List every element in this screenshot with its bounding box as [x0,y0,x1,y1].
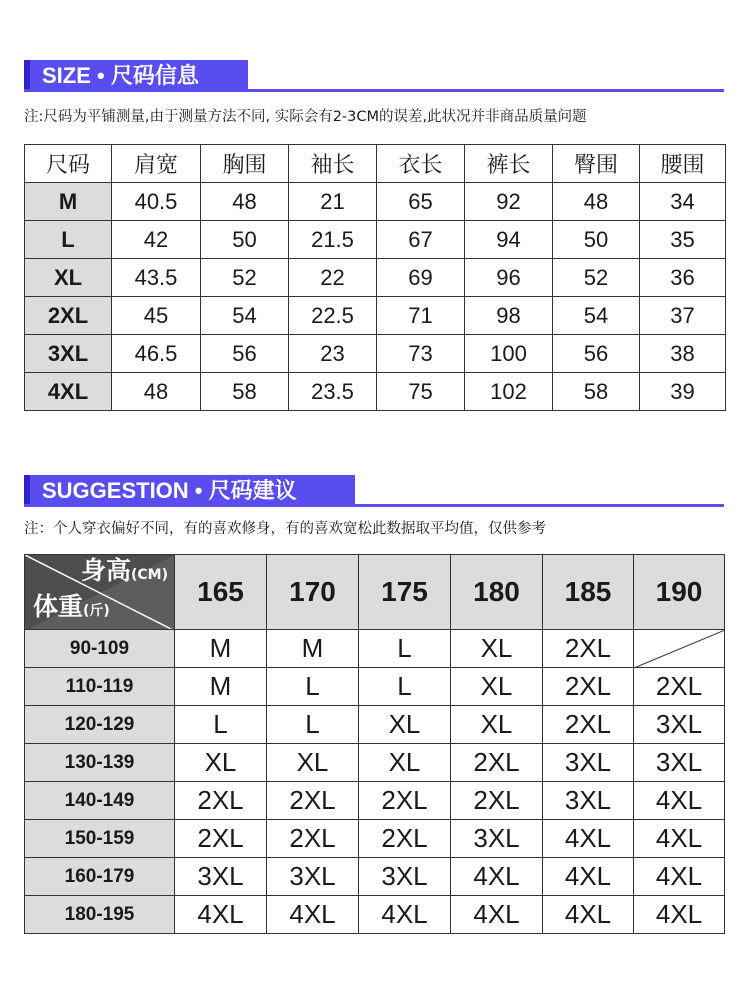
suggested-size-cell: M [175,630,267,668]
suggestion-section-header [24,475,724,507]
suggestion-row [25,744,725,782]
size-table-row [25,259,726,297]
suggested-size-cell: 3XL [451,820,543,858]
suggested-size-cell: 3XL [543,744,634,782]
suggested-size-cell: 4XL [359,896,451,934]
suggested-size-cell: L [359,630,451,668]
size-table-row [25,335,726,373]
size-value-cell: 35 [640,221,726,259]
suggestion-row [25,706,725,744]
suggested-size-cell: 2XL [451,744,543,782]
size-table [24,144,726,411]
height-label: 身高(CM) [80,556,168,585]
suggestion-header-row [25,555,725,630]
suggestion-note: 注：个人穿衣偏好不同，有的喜欢修身，有的喜欢宽松此数据取平均值，仅供参考 [24,521,546,537]
height-header-cell: 175 [359,555,451,630]
suggested-size-cell: 2XL [267,820,359,858]
suggested-size-cell: 2XL [359,820,451,858]
height-header-cell: 185 [543,555,634,630]
weight-range-cell: 110-119 [25,668,175,706]
size-value-cell: 22.5 [289,297,377,335]
suggestion-row [25,630,725,668]
size-header-cell: 尺码 [25,145,112,183]
suggestion-row [25,858,725,896]
weight-range-cell: 180-195 [25,896,175,934]
suggested-size-cell: 3XL [359,858,451,896]
size-value-cell: 71 [377,297,465,335]
suggested-size-cell: M [267,630,359,668]
suggested-size-cell: 4XL [543,896,634,934]
size-value-cell: 67 [377,221,465,259]
size-note: 注:尺码为平铺测量,由于测量方法不同, 实际会有2-3CM的误差,此状况并非商品质量问题 [24,109,587,125]
size-table-row [25,297,726,335]
size-section-header [24,60,724,92]
size-value-cell: 39 [640,373,726,411]
suggested-size-cell: XL [359,744,451,782]
suggested-size-cell: 2XL [543,668,634,706]
size-value-cell: 42 [112,221,201,259]
suggested-size-cell: 2XL [359,782,451,820]
suggestion-row [25,896,725,934]
size-value-cell: 38 [640,335,726,373]
size-value-cell: 98 [465,297,553,335]
suggested-size-cell: L [267,668,359,706]
suggested-size-cell: 2XL [175,820,267,858]
suggestion-table [24,554,725,934]
size-label-cell: 3XL [25,335,112,373]
suggested-size-cell: XL [359,706,451,744]
size-header-cell: 胸围 [201,145,289,183]
size-table-row [25,183,726,221]
size-value-cell: 73 [377,335,465,373]
suggested-size-cell: 2XL [175,782,267,820]
weight-range-cell: 160-179 [25,858,175,896]
size-label-cell: M [25,183,112,221]
size-label-cell: 4XL [25,373,112,411]
suggested-size-cell: 2XL [267,782,359,820]
suggested-size-cell: L [175,706,267,744]
size-value-cell: 100 [465,335,553,373]
size-value-cell: 54 [201,297,289,335]
suggested-size-cell: XL [451,706,543,744]
suggested-size-cell: 2XL [451,782,543,820]
suggested-size-cell: 2XL [634,668,725,706]
suggestion-row [25,820,725,858]
size-section-title: SIZE • 尺码信息 [42,63,199,88]
size-header-cell: 裤长 [465,145,553,183]
size-value-cell: 23.5 [289,373,377,411]
size-value-cell: 45 [112,297,201,335]
size-header-cell: 腰围 [640,145,726,183]
size-value-cell: 34 [640,183,726,221]
size-value-cell: 54 [553,297,640,335]
suggestion-section-title: SUGGESTION • 尺码建议 [42,478,297,503]
size-table-row [25,221,726,259]
size-header-cell: 肩宽 [112,145,201,183]
size-value-cell: 40.5 [112,183,201,221]
size-table-row [25,373,726,411]
size-value-cell: 75 [377,373,465,411]
size-value-cell: 69 [377,259,465,297]
size-value-cell: 94 [465,221,553,259]
size-value-cell: 50 [201,221,289,259]
suggested-size-cell: XL [267,744,359,782]
suggested-size-cell: 4XL [451,858,543,896]
weight-range-cell: 120-129 [25,706,175,744]
suggested-size-cell: 3XL [543,782,634,820]
empty-cell-diagonal [634,630,725,668]
height-header-cell: 190 [634,555,725,630]
suggested-size-cell: 4XL [634,858,725,896]
suggested-size-cell: XL [451,630,543,668]
size-label-cell: XL [25,259,112,297]
size-label-cell: L [25,221,112,259]
size-value-cell: 52 [553,259,640,297]
suggested-size-cell: 3XL [175,858,267,896]
size-value-cell: 102 [465,373,553,411]
weight-range-cell: 150-159 [25,820,175,858]
size-value-cell: 56 [553,335,640,373]
suggestion-row [25,668,725,706]
suggested-size-cell: L [359,668,451,706]
size-value-cell: 43.5 [112,259,201,297]
size-value-cell: 48 [553,183,640,221]
height-header-cell: 180 [451,555,543,630]
size-value-cell: 58 [553,373,640,411]
weight-range-cell: 130-139 [25,744,175,782]
size-value-cell: 48 [201,183,289,221]
size-value-cell: 58 [201,373,289,411]
suggested-size-cell: 2XL [543,630,634,668]
size-value-cell: 21.5 [289,221,377,259]
size-value-cell: 46.5 [112,335,201,373]
suggested-size-cell: L [267,706,359,744]
weight-label: 体重(斤) [33,592,110,621]
size-value-cell: 96 [465,259,553,297]
size-value-cell: 56 [201,335,289,373]
size-header-cell: 臀围 [553,145,640,183]
size-value-cell: 22 [289,259,377,297]
suggested-size-cell: 3XL [267,858,359,896]
suggested-size-cell: 4XL [634,820,725,858]
suggested-size-cell: 4XL [267,896,359,934]
height-header-cell: 165 [175,555,267,630]
suggested-size-cell: 4XL [175,896,267,934]
suggested-size-cell: 4XL [451,896,543,934]
suggested-size-cell: 4XL [543,820,634,858]
size-value-cell: 65 [377,183,465,221]
size-header-cell: 衣长 [377,145,465,183]
size-value-cell: 52 [201,259,289,297]
weight-range-cell: 140-149 [25,782,175,820]
weight-range-cell: 90-109 [25,630,175,668]
size-header-cell: 袖长 [289,145,377,183]
size-value-cell: 37 [640,297,726,335]
size-value-cell: 92 [465,183,553,221]
suggested-size-cell: 2XL [543,706,634,744]
suggested-size-cell: 3XL [634,744,725,782]
size-label-cell: 2XL [25,297,112,335]
size-value-cell: 21 [289,183,377,221]
size-value-cell: 50 [553,221,640,259]
suggested-size-cell: 4XL [634,782,725,820]
suggested-size-cell: XL [175,744,267,782]
size-value-cell: 36 [640,259,726,297]
suggested-size-cell: 3XL [634,706,725,744]
suggestion-row [25,782,725,820]
suggested-size-cell: 4XL [543,858,634,896]
size-table-header-row [25,145,726,183]
size-value-cell: 48 [112,373,201,411]
suggested-size-cell: M [175,668,267,706]
empty-size-cell [634,630,725,668]
suggested-size-cell: XL [451,668,543,706]
corner-header-cell [25,555,175,630]
suggested-size-cell: 4XL [634,896,725,934]
size-value-cell: 23 [289,335,377,373]
height-header-cell: 170 [267,555,359,630]
